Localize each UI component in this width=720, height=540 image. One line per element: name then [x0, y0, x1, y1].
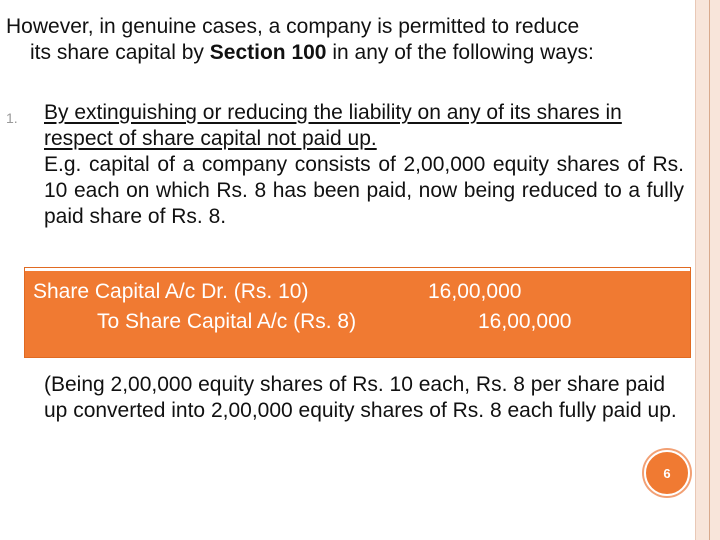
- list-item-number: 1.: [6, 110, 18, 126]
- list-item-heading: By extinguishing or reducing the liability on any of its shares in respect of share capital not paid up.: [44, 101, 622, 150]
- intro-line-1: However, in genuine cases, a company is permitted to reduce: [6, 15, 580, 38]
- section-reference: Section 100: [209, 41, 327, 64]
- journal-debit-account: Share Capital A/c Dr. (Rs. 10): [33, 280, 309, 303]
- journal-debit-amount: 16,00,000: [428, 280, 522, 303]
- intro-line-2: its share capital by Section 100 in any of the following ways:: [30, 41, 594, 64]
- journal-narration: (Being 2,00,000 equity shares of Rs. 10 each, Rs. 8 per share paid up converted into 2,00,000 equity shares of Rs. 8 each fully paid up.: [44, 373, 677, 422]
- list-item: [44, 100, 684, 230]
- side-decoration-stripe: [695, 0, 720, 540]
- journal-credit-amount: 16,00,000: [478, 310, 572, 333]
- page-number-badge: 6: [644, 450, 690, 496]
- journal-credit-account: To Share Capital A/c (Rs. 8): [97, 310, 357, 333]
- side-decoration-line: [709, 0, 710, 540]
- journal-entry-box: [25, 268, 690, 357]
- list-item-example: E.g. capital of a company consists of 2,00,000 equity shares of Rs. 10 each on which Rs. 8 has been paid, now being reduced to a fully paid share of Rs. 8.: [44, 153, 684, 228]
- intro-paragraph: [6, 14, 686, 66]
